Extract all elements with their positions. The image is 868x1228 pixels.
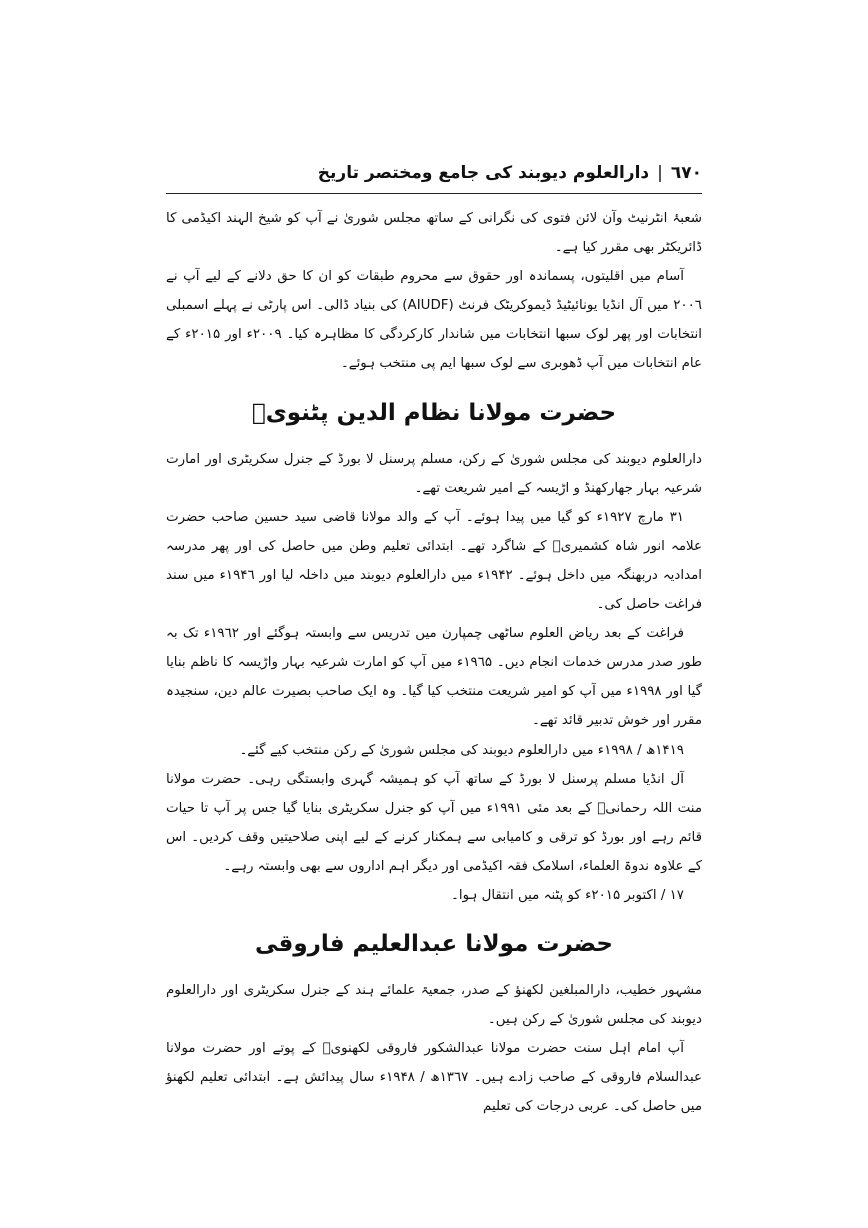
header-separator: | — [657, 163, 663, 183]
paragraph: آپ امام اہل سنت حضرت مولانا عبدالشکور فاروقی لکھنویؒ کے پوتے اور حضرت مولانا عبدالسلام فاروقی کے صاحب زادے ہیں۔ ۱۳٦۷ھ / ۱۹۴۸ء سال پیدائش ہے۔ ابتدائی تعلیم لکھنؤ میں حاصل کی۔ عربی درجات کی تعلیم — [166, 1041, 702, 1115]
paragraph: ۱۷ / اکتوبر ۲۰۱۵ء کو پٹنہ میں انتقال ہوا۔ — [451, 887, 684, 903]
book-title: دارالعلوم دیوبند کی جامع ومختصر تاریخ — [317, 163, 650, 183]
page-body — [166, 204, 702, 1122]
paragraph: ۳۱ مارچ ۱۹۲۷ء کو گیا میں پیدا ہوئے۔ آپ کے والد مولانا قاضی سید حسین صاحب حضرت علامہ انور شاہ کشمیریؒ کے شاگرد تھے۔ ابتدائی تعلیم وطن میں حاصل کی اور پھر مدرسہ امدادیہ دربھنگہ میں داخل ہوئے۔ ۱۹۴۲ء میں دارالعلوم دیوبند میں داخلہ لیا اور ۱۹۴٦ء میں سند فراغت حاصل کی۔ — [166, 509, 702, 613]
paragraph: شعبۂ انٹرنیٹ وآن لائن فتوی کی نگرانی کے ساتھ مجلس شوریٰ نے آپ کو شیخ الہند اکیڈمی کا ڈائریکٹر بھی مقرر کیا ہے۔ — [166, 211, 702, 256]
section-heading: حضرت مولانا نظام الدین پٹنویؒ — [251, 399, 617, 426]
paragraph: آل انڈیا مسلم پرسنل لا بورڈ کے ساتھ آپ کو ہمیشہ گہری وابستگی رہی۔ حضرت مولانا منت اللہ رحمانیؒ کے بعد مئی ۱۹۹۱ء میں آپ کو جنرل سکریٹری بنایا گیا جس پر آپ تا حیات قائم رہے اور بورڈ کو ترقی و کامیابی سے ہمکنار کرنے کے لیے اپنی صلاحیتیں وقف کردیں۔ اس کے علاوہ ندوۃ العلماء، اسلامک فقہ اکیڈمی اور دیگر اہم اداروں سے بھی وابستہ رہے۔ — [166, 771, 702, 874]
page-number: ٦٧٠ — [670, 163, 702, 183]
paragraph: آسام میں اقلیتوں، پسماندہ اور حقوق سے محروم طبقات کو ان کا حق دلانے کے لیے آپ نے ۲۰۰٦ میں آل انڈیا یونائیٹیڈ ڈیموکریٹک فرنٹ (AIUDF) کی بنیاد ڈالی۔ اس پارٹی نے پہلے اسمبلی انتخابات اور پھر لوک سبھا انتخابات میں شاندار کارکردگی کا مظاہرہ کیا۔ ۲۰۰۹ء اور ۲۰۱۵ء کے عام انتخابات میں آپ ڈھوبری سے لوک سبھا ایم پی منتخب ہوئے۔ — [166, 269, 702, 372]
paragraph: مشہور خطیب، دارالمبلغین لکھنؤ کے صدر، جمعیۃ علمائے ہند کے جنرل سکریٹری اور دارالعلوم دیوبند کی مجلس شوریٰ کے رکن ہیں۔ — [166, 983, 702, 1028]
running-header — [166, 156, 702, 190]
paragraph: فراغت کے بعد ریاض العلوم ساٹھی چمپارن میں تدریس سے وابستہ ہوگئے اور ۱۹٦۲ء تک بہ طور صدر مدرس خدمات انجام دیں۔ ۱۹٦۵ء میں آپ کو امارت شرعیہ بہار واڑیسہ کا ناظم بنایا گیا اور ۱۹۹۸ء میں آپ کو امیر شریعت منتخب کیا گیا۔ وہ ایک صاحب بصیرت عالم دین، سنجیدہ مقرر اور خوش تدبیر قائد تھے۔ — [166, 626, 702, 729]
paragraph: دارالعلوم دیوبند کی مجلس شوریٰ کے رکن، مسلم پرسنل لا بورڈ کے جنرل سکریٹری اور امارت شرعیہ بہار جھارکھنڈ و اڑیسہ کے امیر شریعت تھے۔ — [166, 451, 702, 496]
section-heading: حضرت مولانا عبدالعلیم فاروقی — [254, 931, 613, 958]
paragraph: ۱۴۱۹ھ / ۱۹۹۸ء میں دارالعلوم دیوبند کی مجلس شوریٰ کے رکن منتخب کیے گئے۔ — [239, 742, 684, 758]
header-rule — [166, 193, 702, 194]
